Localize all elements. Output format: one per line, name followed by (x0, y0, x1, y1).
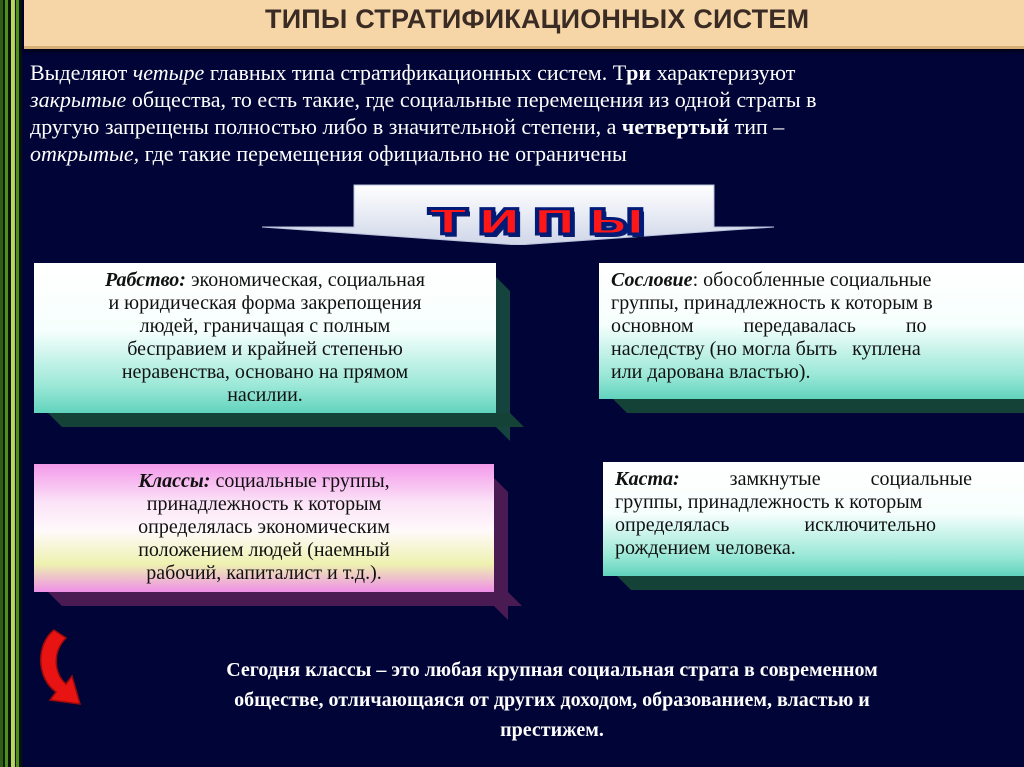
estate-box-face: Сословие: обособленные социальные группы, принадлежность к которым в основном передавалась по наследству (но могла быть куплена или дарована властью). (599, 263, 1024, 399)
classes-box-face: Классы: социальные группы, принадлежность к которым определялась экономическим положением людей (наемный рабочий, капиталист и т.д.). (34, 464, 494, 592)
slide-title: ТИПЫ СТРАТИФИКАЦИОННЫХ СИСТЕМ (265, 4, 810, 34)
slavery-box (34, 263, 510, 427)
caste-box-face: Каста: замкнутые социальные группы, принадлежность к которым определялась исключительно рождением человека. (603, 462, 1024, 576)
classes-box (34, 464, 508, 606)
caste-term: Каста: (615, 468, 680, 490)
slavery-term: Рабство: (105, 269, 186, 291)
estate-box (599, 263, 1024, 413)
slavery-box-face: Рабство: экономическая, социальная и юридическая форма закрепощения людей, граничащая с полным бесправием и крайней степенью неравенства, основано на прямом насилии. (34, 263, 496, 413)
intro-line-4: открытые, где такие перемещения официально не ограничены (30, 141, 627, 166)
caste-box (603, 462, 1024, 590)
classes-term: Классы: (138, 470, 211, 492)
types-banner (262, 183, 774, 245)
intro-paragraph (30, 59, 1024, 167)
conclusion-text: Сегодня классы – это любая крупная социальная страта в современном обществе, отличающаяся от других доходом, образованием, властью и престижем. (226, 659, 878, 741)
curved-return-arrow-icon (32, 626, 86, 718)
left-decorative-edge (0, 0, 22, 767)
intro-line-2: закрытые общества, то есть такие, где социальные перемещения из одной страты в (30, 87, 817, 112)
intro-line-3: другую запрещены полностью либо в значительной степени, а четвертый тип – (30, 114, 785, 139)
title-bar (24, 0, 1024, 49)
intro-line-1: Выделяют четыре главных типа стратификационных систем. Три характеризуют (30, 60, 796, 85)
estate-term: Сословие (611, 269, 693, 291)
banner-word: типы (428, 191, 656, 245)
